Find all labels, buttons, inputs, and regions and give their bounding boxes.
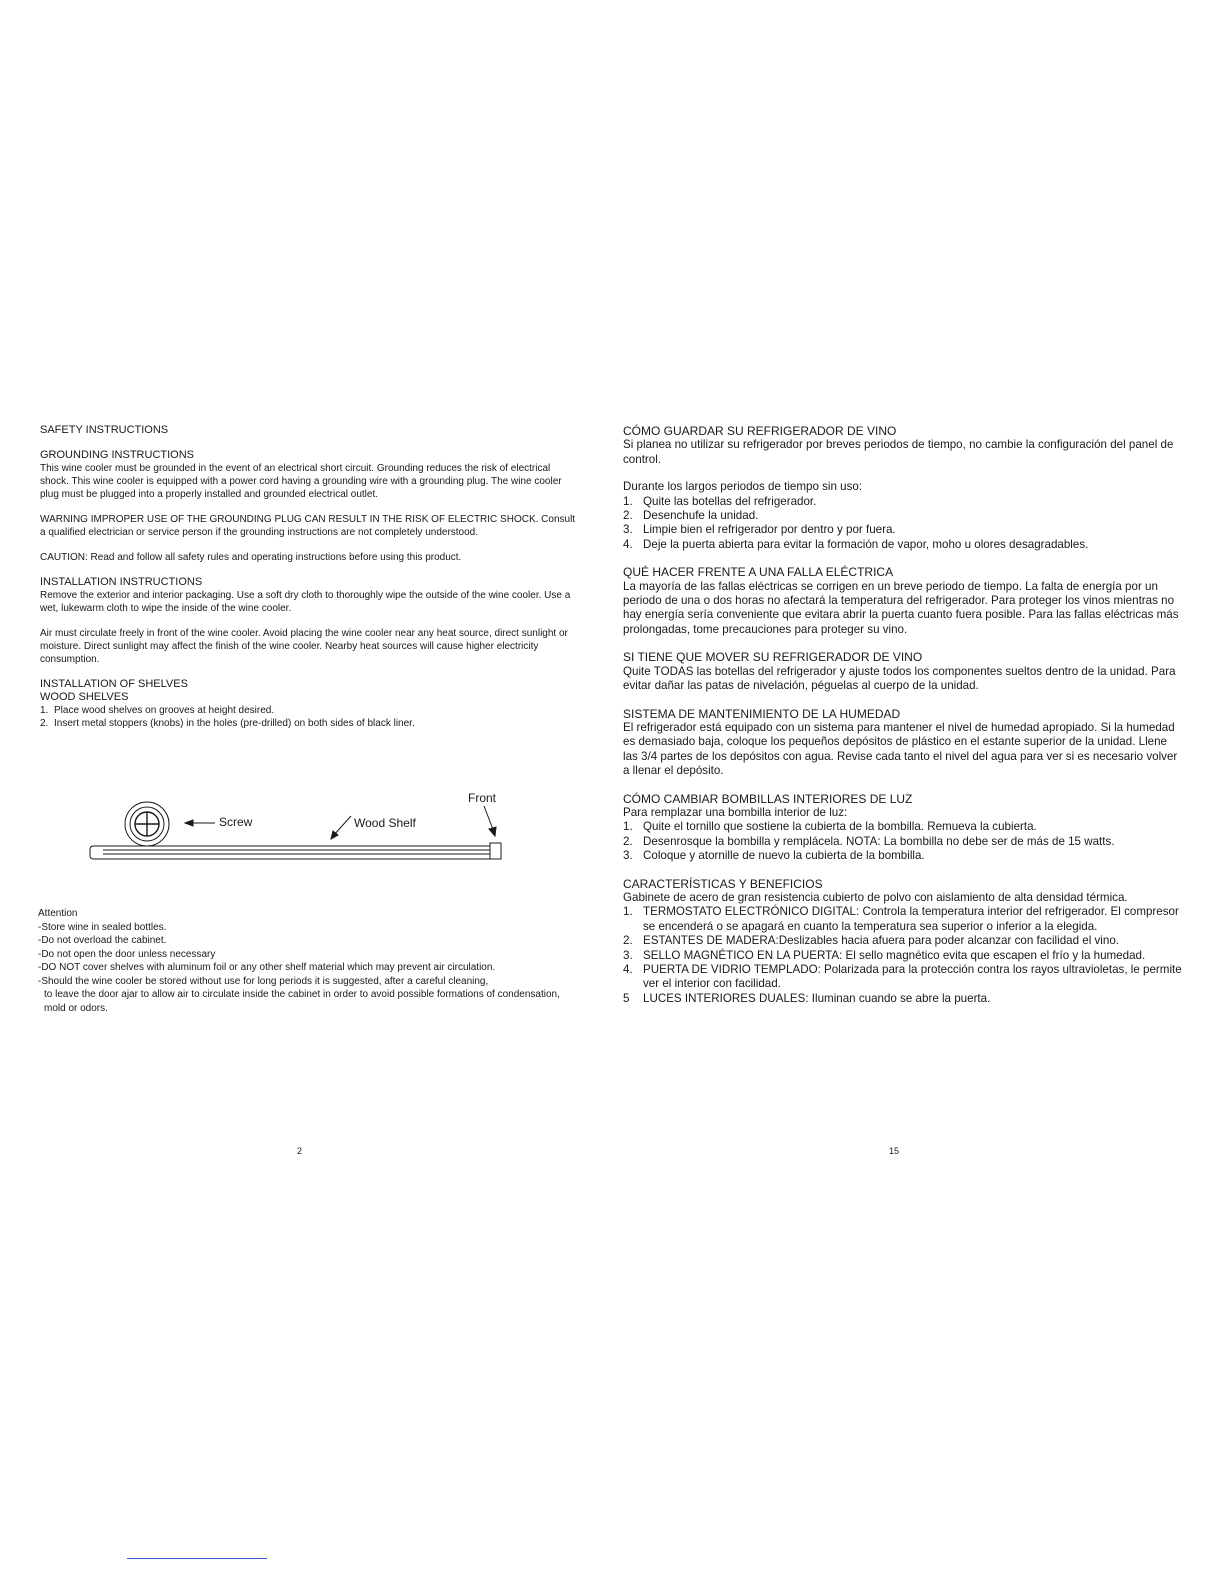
bulb-step (623, 849, 1183, 863)
feature-number: 2. (623, 934, 633, 948)
long-step-number: 2. (623, 509, 633, 523)
attention-item: -Do not overload the cabinet. (38, 935, 167, 946)
long-intro: Durante los largos periodos de tiempo sin uso: (623, 480, 863, 494)
shelves-title: INSTALLATION OF SHELVES (40, 678, 188, 690)
attention-item: -Should the wine cooler be stored without use for long periods it is suggested, after a careful cleaning, (38, 975, 489, 987)
shelf-diagram (85, 786, 515, 866)
long-step (623, 538, 1183, 552)
safety-section (40, 424, 580, 437)
grounding-section (40, 449, 580, 501)
caution-section (40, 551, 580, 564)
attention-item: -Store wine in sealed bottles. (38, 921, 167, 933)
left-page-column (40, 424, 580, 742)
installation-title: INSTALLATION INSTRUCTIONS (40, 576, 203, 588)
power-failure-section (623, 565, 1183, 637)
air-text: Air must circulate freely in front of the wine cooler. Avoid placing the wine cooler near any heat source, direct sunlight or moisture. Direct sunlight may affect the finish of the wine cooler. Nearby heat sources will cause higher electricity consumption. (40, 628, 568, 665)
bulb-step-number: 1. (623, 820, 633, 834)
shelf-left-end (90, 846, 103, 859)
long-step-number: 1. (623, 494, 633, 508)
feature-item (623, 905, 1183, 934)
feature-number: 3. (623, 948, 633, 962)
feature-text: ESTANTES DE MADERA:Deslizables hacia afuera para poder alcanzar con facilidad el vino. (643, 934, 1119, 948)
attention-item-continued: to leave the door ajar to allow air to circulate inside the cabinet in order to avoid possible formations of condensation, mold or odors. (44, 989, 560, 1014)
long-step (623, 495, 1183, 509)
long-periods-section (623, 480, 1183, 552)
features-section (623, 877, 1183, 1007)
screw-label: Screw (219, 815, 253, 829)
feature-text: SELLO MAGNÉTICO EN LA PUERTA: El sello magnético evita que escapen el frío y la humedad. (643, 948, 1146, 962)
power-text: La mayoría de las fallas eléctricas se corrigen en un breve periodo de tiempo. La falta de energía por un periodo de una o dos horas no afectará la temperatura del refrigerador. Para proteger los vinos mientras no hay energía sería conveniente que evitara abrir la puerta cuanto fuera posible. Para las fallas eléctricas más prolongadas, tome precauciones para proteger su vino. (623, 579, 1179, 636)
long-step-text: Deje la puerta abierta para evitar la formación de vapor, moho u olores desagradables. (643, 537, 1089, 551)
shelf-step-text: Place wood shelves on grooves at height desired. (54, 705, 275, 716)
shelf-step-text: Insert metal stoppers (knobs) in the holes (pre-drilled) on both sides of black liner. (54, 718, 415, 729)
features-title: CARACTERÍSTICAS Y BENEFICIOS (623, 876, 823, 891)
right-page-number: 15 (889, 1146, 900, 1156)
attention-item: -Do not open the door unless necessary (38, 948, 216, 960)
feature-number: 1. (623, 905, 633, 919)
shelf-step (40, 717, 580, 730)
feature-number: 4. (623, 963, 633, 976)
long-step-text: Quite las botellas del refrigerador. (643, 494, 817, 508)
bulb-step (623, 820, 1183, 834)
feature-item (623, 934, 1183, 948)
shelf-diagram-drawing (85, 786, 515, 866)
wood-shelf-label: Wood Shelf (354, 816, 416, 830)
humidity-title: SISTEMA DE MANTENIMIENTO DE LA HUMEDAD (623, 706, 901, 721)
long-step-text: Limpie bien el refrigerador por dentro y por fuera. (643, 523, 896, 537)
feature-item (623, 992, 1183, 1006)
shelf-step-number: 1. (40, 705, 49, 716)
long-step (623, 523, 1183, 537)
store-title: CÓMO GUARDAR SU REFRIGERADOR DE VINO (623, 424, 897, 438)
store-text: Si planea no utilizar su refrigerador por breves periodos de tiempo, no cambie la configuración del panel de control. (623, 438, 1174, 466)
feature-text: PUERTA DE VIDRIO TEMPLADO: Polarizada para la protección contra los rayos ultravioletas, le permite ver el interior con facilidad. (643, 963, 1182, 991)
long-step (623, 509, 1183, 523)
feature-number: 5 (623, 991, 630, 1005)
feature-item (623, 949, 1183, 963)
bulb-step-text: Desenrosque la bombilla y remplácela. NOTA: La bombilla no debe ser de más de 15 watts. (643, 834, 1115, 848)
move-text: Quite TODAS las botellas del refrigerador y ajuste todos los componentes sueltos dentro de la unidad. Para evitar dañar las patas de nivelación, péguelas al cuerpo de la unidad. (623, 664, 1176, 693)
bulb-step-number: 3. (623, 849, 633, 863)
bulb-step-number: 2. (623, 834, 633, 848)
attention-section (38, 907, 578, 1015)
move-section (623, 650, 1183, 693)
long-step-number: 4. (623, 537, 633, 551)
humidity-text: El refrigerador está equipado con un sistema para mantener el nivel de humedad apropiado. Si la humedad es demasiado baja, coloque los pequeños depósitos de plástico en el estante superior de la unidad. Llene las 3/4 partes de los depósitos con agua. Revise cada tanto el nivel del agua para ver si es necesario volver a llenar el depósito. (623, 720, 1178, 778)
grounding-title: GROUNDING INSTRUCTIONS (40, 449, 194, 461)
feature-text: TERMOSTATO ELECTRÓNICO DIGITAL: Controla la temperatura interior del refrigerador. El compresor se encenderá o se apagará en cuanto la temperatura sea superior o inferior a la elegida. (643, 905, 1179, 933)
front-label: Front (468, 791, 497, 805)
bottom-rule (127, 1558, 267, 1559)
shelf-step (40, 704, 580, 717)
shelf-front-stopper (490, 843, 501, 859)
attention-title: Attention (38, 908, 78, 919)
bulb-step-text: Coloque y atornille de nuevo la cubierta de la bombilla. (643, 849, 925, 863)
wood-shelves-title: WOOD SHELVES (40, 691, 129, 703)
caution-text: CAUTION: Read and follow all safety rules and operating instructions before using this product. (40, 552, 462, 563)
left-page-number: 2 (297, 1146, 303, 1156)
shelf-step-number: 2. (40, 718, 49, 729)
installation-text: Remove the exterior and interior packaging. Use a soft dry cloth to thoroughly wipe the outside of the wine cooler. Use a wet, lukewarm cloth to wipe the inside of the wine cooler. (40, 590, 571, 614)
bulb-title: CÓMO CAMBIAR BOMBILLAS INTERIORES DE LUZ (623, 791, 913, 806)
long-step-number: 3. (623, 523, 633, 537)
attention-item: -DO NOT cover shelves with aluminum foil or any other shelf material which may prevent air circulation. (38, 962, 496, 973)
shelves-section (40, 678, 580, 730)
long-step-text: Desenchufe la unidad. (643, 509, 759, 523)
air-section (40, 627, 580, 666)
bulb-section (623, 792, 1183, 864)
feature-item (623, 963, 1183, 992)
safety-title: SAFETY INSTRUCTIONS (40, 424, 169, 436)
grounding-text: This wine cooler must be grounded in the event of an electrical short circuit. Grounding reduces the risk of electrical shock. This wine cooler is equipped with a power cord having a grounding wire with a grounding plug. The wine cooler plug must be plugged into a properly installed and grounded electrical outlet. (40, 463, 562, 500)
warning-text: WARNING IMPROPER USE OF THE GROUNDING PLUG CAN RESULT IN THE RISK OF ELECTRIC SHOCK. Consult a qualified electrician or service person if the grounding instructions are not completely understood. (40, 514, 576, 538)
bulb-step (623, 835, 1183, 849)
installation-section (40, 576, 580, 615)
warning-section (40, 513, 580, 539)
store-section (623, 424, 1183, 467)
bulb-step-text: Quite el tornillo que sostiene la cubierta de la bombilla. Remueva la cubierta. (643, 820, 1037, 834)
bulb-intro: Para remplazar una bombilla interior de luz: (623, 805, 848, 819)
power-title: QUÉ HACER FRENTE A UNA FALLA ELÉCTRICA (623, 565, 894, 580)
right-page-column (623, 424, 1183, 1019)
features-intro: Gabinete de acero de gran resistencia cubierto de polvo con aislamiento de alta densidad térmica. (623, 890, 1128, 904)
move-title: SI TIENE QUE MOVER SU REFRIGERADOR DE VINO (623, 650, 923, 665)
feature-text: LUCES INTERIORES DUALES: Iluminan cuando se abre la puerta. (643, 991, 991, 1005)
humidity-section (623, 707, 1183, 779)
